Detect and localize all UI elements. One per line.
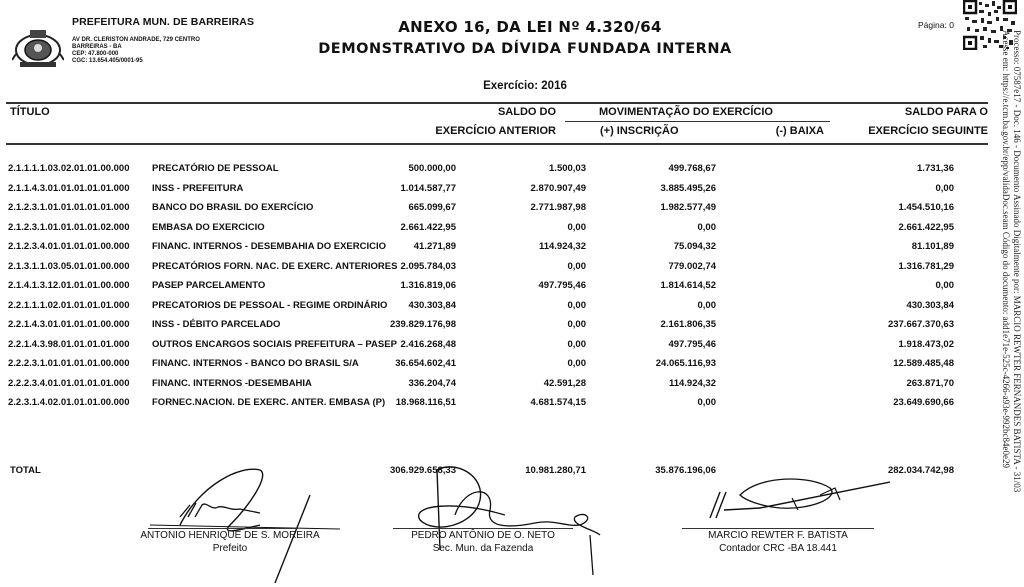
page-number: Página: 0 [918, 20, 954, 30]
inscricao: 114.924,32 [538, 241, 586, 252]
account-description: FINANC. INTERNOS - BANCO DO BRASIL S/A [152, 358, 359, 369]
signatory-role: Sec. Mun. da Fazenda [432, 543, 534, 554]
table-row [0, 358, 990, 376]
saldo-seguinte: 263.871,70 [906, 377, 954, 389]
table-row [0, 241, 990, 259]
saldo-anterior: 665.099,67 [408, 202, 456, 213]
stamp-process-line: Processo: 07587e17 - Doc. 146 - Documento Assinado Digitalmente por: MARCIO REWTER FERNANDES BATISTA - 31/03 [1012, 30, 1022, 493]
inscricao: 0,00 [567, 299, 586, 311]
header-saldo-anterior-line1: SALDO DO [497, 106, 556, 118]
account-code: 2.1.2.3.1.01.01.01.01.01.000 [8, 202, 130, 213]
saldo-seguinte: 1.731,36 [917, 163, 954, 174]
inscricao: 42.591,28 [543, 377, 586, 389]
account-description: PRECATORIOS DE PESSOAL - REGIME ORDINÁRIO [152, 299, 388, 311]
header-inscricao: (+) INSCRIÇÃO [600, 125, 679, 137]
account-description: FORNEC.NACION. DE EXERC. ANTER. EMBASA (P) [152, 397, 386, 408]
table-row [0, 378, 990, 396]
saldo-anterior: 41.271,89 [413, 241, 456, 252]
total-inscricao: 10.981.280,71 [525, 465, 586, 476]
table-row [0, 280, 990, 298]
inscricao: 2.870.907,49 [530, 182, 586, 194]
saldo-anterior: 1.014.587,77 [400, 182, 456, 194]
account-code: 2.2.3.1.4.02.01.01.01.00.000 [8, 397, 130, 408]
saldo-anterior: 1.316.819,06 [400, 280, 456, 291]
baixa: 3.885.495,26 [660, 182, 716, 194]
table-row [0, 319, 990, 337]
saldo-seguinte: 0,00 [935, 182, 954, 194]
inscricao: 0,00 [567, 358, 586, 369]
header-movimentacao: MOVIMENTAÇÃO DO EXERCÍCIO [599, 106, 773, 118]
saldo-seguinte: 1.918.473,02 [898, 338, 954, 350]
total-label: TOTAL [10, 465, 41, 476]
account-code: 2.2.1.4.3.01.01.01.01.00.000 [8, 319, 130, 330]
table-row [0, 222, 990, 240]
account-code: 2.2.2.3.1.01.01.01.01.00.000 [8, 358, 130, 369]
saldo-seguinte: 237.667.370,63 [887, 319, 954, 330]
document-subtitle: DEMONSTRATIVO DA DÍVIDA FUNDADA INTERNA [318, 41, 732, 57]
table-row [0, 397, 990, 415]
table-row [0, 183, 990, 201]
signature-secretario-icon [395, 455, 635, 585]
movimentacao-underline [565, 121, 830, 122]
account-code: 2.2.2.3.4.01.01.01.01.01.000 [8, 377, 130, 389]
document-title: ANEXO 16, DA LEI Nº 4.320/64 [398, 18, 662, 36]
address-line: CGC: 13.654.405/0001-95 [72, 58, 143, 64]
saldo-seguinte: 430.303,84 [906, 299, 954, 311]
total-saldo-seguinte: 282.034.742,98 [887, 465, 954, 476]
inscricao: 0,00 [567, 338, 586, 350]
baixa: 24.065.116,93 [655, 358, 716, 369]
table-row [0, 163, 990, 181]
account-description: INSS - DÉBITO PARCELADO [152, 319, 281, 330]
saldo-seguinte: 1.316.781,29 [898, 260, 954, 272]
digital-signature-stamp [1000, 30, 1024, 587]
table-top-rule [6, 102, 988, 104]
header-saldo-seguinte-line2: EXERCÍCIO SEGUINTE [868, 125, 988, 137]
header-titulo: TÍTULO [10, 106, 50, 118]
saldo-seguinte: 0,00 [935, 280, 954, 291]
account-description: BANCO DO BRASIL DO EXERCÍCIO [152, 202, 314, 213]
baixa: 497.795,46 [668, 338, 716, 350]
saldo-seguinte: 12.589.485,48 [893, 358, 954, 369]
header-baixa: (-) BAIXA [775, 125, 824, 137]
baixa: 499.768,67 [668, 163, 716, 174]
account-code: 2.1.1.4.3.01.01.01.01.01.000 [8, 182, 130, 194]
header-saldo-seguinte-line1: SALDO PARA O [904, 106, 988, 118]
account-code: 2.1.3.1.1.03.05.01.01.00.000 [8, 260, 130, 272]
inscricao: 0,00 [567, 260, 586, 272]
saldo-anterior: 2.661.422,95 [400, 221, 456, 233]
signatory-name: ANTONIO HENRIQUE DE S. MOREIRA [140, 530, 320, 541]
coat-of-arms-logo-icon [12, 26, 64, 70]
account-description: FINANC. INTERNOS -DESEMBAHIA [152, 377, 312, 389]
baixa: 75.094,32 [673, 241, 716, 252]
saldo-anterior: 239.829.176,98 [389, 319, 456, 330]
table-row [0, 202, 990, 220]
saldo-seguinte: 23.649.690,66 [893, 397, 954, 408]
baixa: 0,00 [697, 299, 716, 311]
table-row [0, 261, 990, 279]
saldo-anterior: 336.204,74 [408, 377, 456, 389]
header-saldo-anterior-line2: EXERCÍCIO ANTERIOR [435, 125, 556, 137]
address-line: CEP: 47.800-000 [72, 51, 119, 57]
baixa: 0,00 [697, 221, 716, 233]
saldo-seguinte: 2.661.422,95 [898, 221, 954, 233]
inscricao: 1.500,03 [549, 163, 586, 174]
account-description: PRECATÓRIOS FORN. NAC. DE EXERC. ANTERIORES [152, 260, 398, 272]
account-code: 2.1.2.3.4.01.01.01.01.00.000 [8, 241, 130, 252]
address-line: BARREIRAS - BA [72, 44, 122, 50]
signature-line [682, 528, 874, 529]
saldo-anterior: 2.416.268,48 [400, 338, 456, 350]
account-code: 2.2.1.4.3.98.01.01.01.01.000 [8, 338, 130, 350]
account-description: PASEP PARCELAMENTO [152, 280, 266, 291]
saldo-anterior: 500.000,00 [408, 163, 456, 174]
inscricao: 4.681.574,15 [530, 397, 586, 408]
table-row [0, 300, 990, 318]
saldo-anterior: 36.654.602,41 [395, 358, 456, 369]
stamp-access-line: Acesse em: https://e.tcm.ba.gov.br/epp/validaDoc.seam Código do documento: add1e71e-525c-4266-a93e-992bc84e0e29 [1001, 30, 1011, 469]
account-code: 2.1.1.1.1.03.02.01.01.00.000 [8, 163, 130, 174]
signature-line [393, 528, 573, 529]
signatory-name: MARCIO REWTER F. BATISTA [708, 530, 848, 541]
total-baixa: 35.876.196,06 [655, 465, 716, 476]
account-code: 2.1.2.3.1.01.01.01.01.02.000 [8, 221, 130, 233]
saldo-anterior: 18.968.116,51 [395, 397, 456, 408]
inscricao: 0,00 [567, 221, 586, 233]
inscricao: 0,00 [567, 319, 586, 330]
saldo-anterior: 430.303,84 [408, 299, 456, 311]
address-line: AV DR. CLERISTON ANDRADE, 729 CENTRO [72, 37, 200, 43]
account-description: EMBASA DO EXERCICIO [152, 221, 265, 233]
total-saldo-anterior: 306.929.658,33 [389, 465, 456, 476]
signature-line [148, 528, 298, 529]
baixa: 1.982.577,49 [660, 202, 716, 213]
table-header-rule [6, 143, 988, 145]
account-code: 2.2.1.1.1.02.01.01.01.01.000 [8, 299, 130, 311]
baixa: 114.924,32 [668, 377, 716, 389]
saldo-anterior: 2.095.784,03 [400, 260, 456, 272]
baixa: 2.161.806,35 [660, 319, 716, 330]
inscricao: 2.771.987,98 [530, 202, 586, 213]
account-code: 2.1.4.1.3.12.01.01.01.00.000 [8, 280, 130, 291]
table-row [0, 339, 990, 357]
signatory-role: Prefeito [212, 543, 248, 554]
account-description: FINANC. INTERNOS - DESEMBAHIA DO EXERCICIO [152, 241, 386, 252]
baixa: 1.814.614,52 [660, 280, 716, 291]
account-description: PRECATÓRIO DE PESSOAL [152, 163, 279, 174]
organization-name: PREFEITURA MUN. DE BARREIRAS [72, 16, 255, 28]
signatory-role: Contador CRC -BA 18.441 [719, 543, 837, 554]
baixa: 779.002,74 [668, 260, 716, 272]
signature-prefeito-icon [140, 455, 340, 585]
fiscal-year: Exercício: 2016 [483, 80, 567, 92]
account-description: INSS - PREFEITURA [152, 182, 244, 194]
account-description: OUTROS ENCARGOS SOCIAIS PREFEITURA – PASEP [152, 338, 397, 350]
signatory-name: PEDRO ANTÔNIO DE O. NETO [411, 530, 555, 541]
inscricao: 497.795,46 [538, 280, 586, 291]
saldo-seguinte: 1.454.510,16 [898, 202, 954, 213]
saldo-seguinte: 81.101,89 [911, 241, 954, 252]
baixa: 0,00 [697, 397, 716, 408]
